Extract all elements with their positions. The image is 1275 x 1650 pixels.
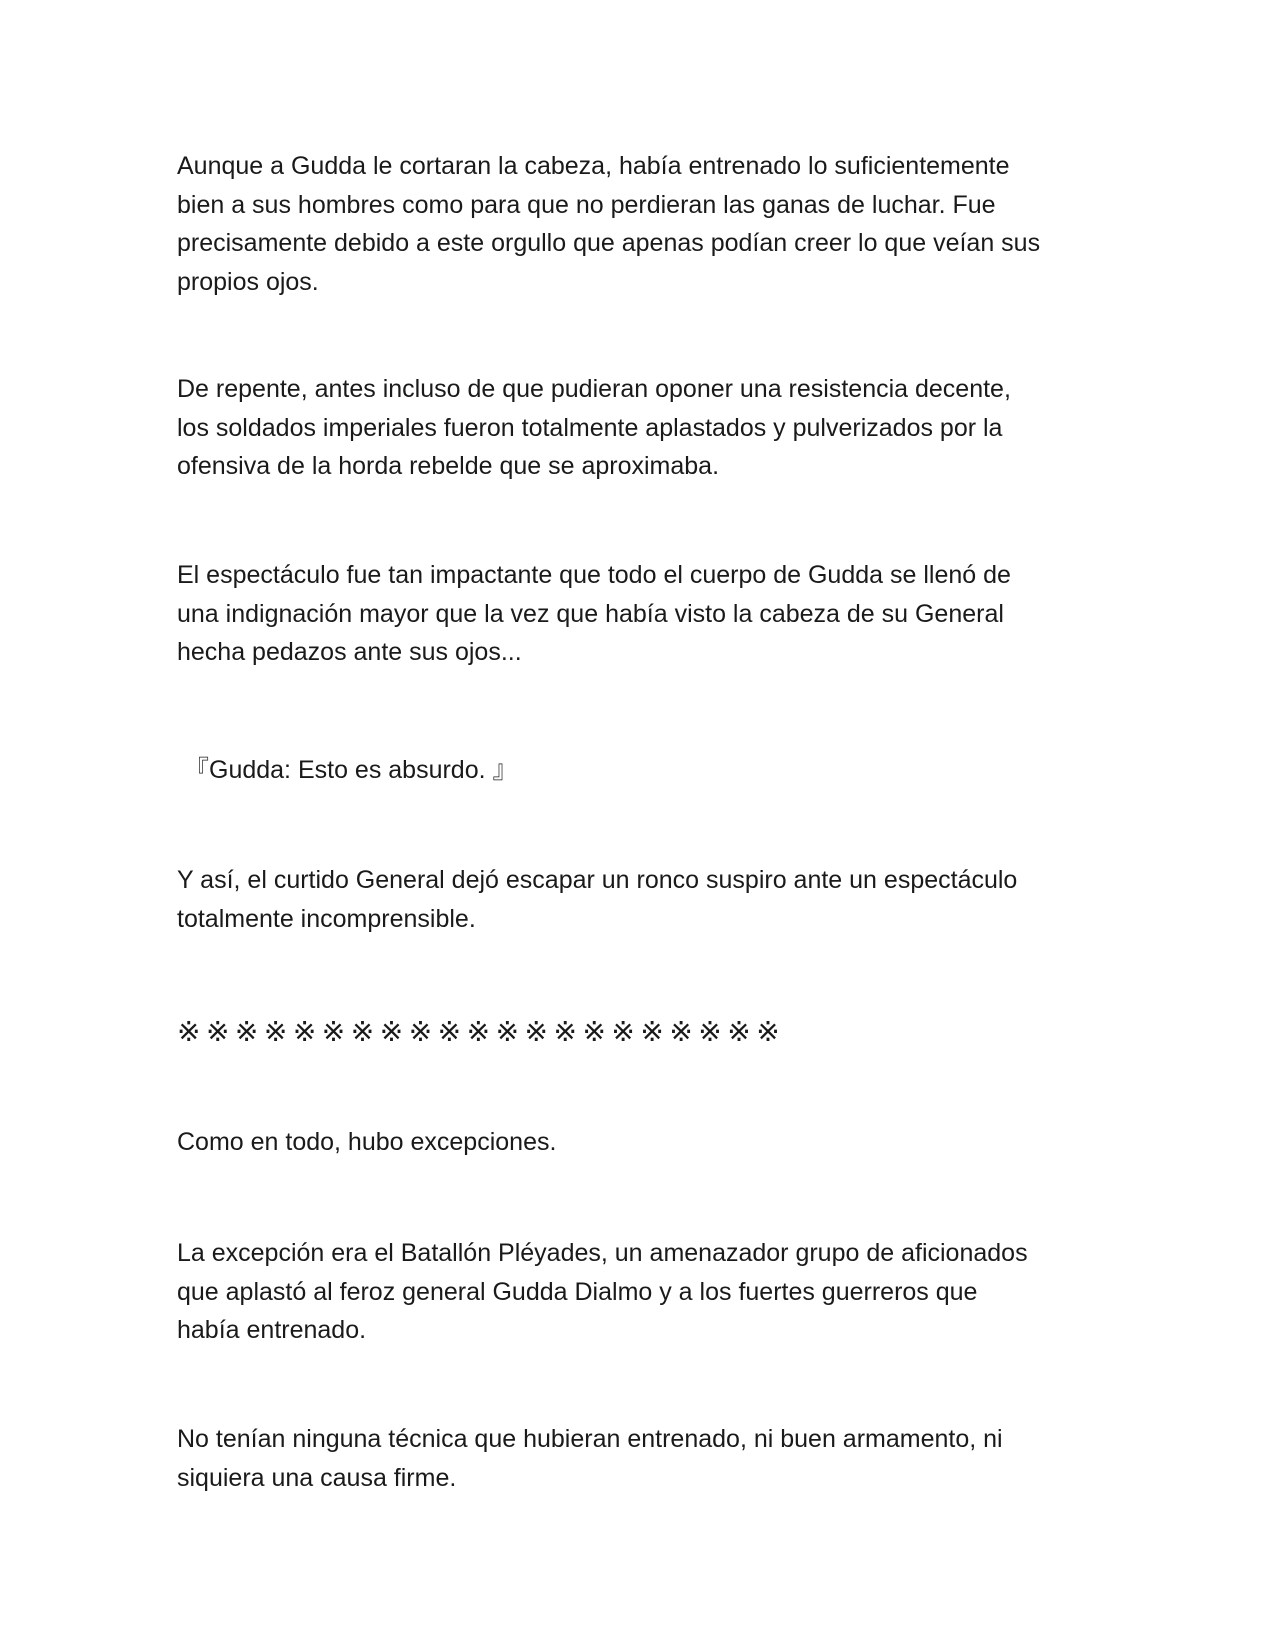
paragraph-line: No tenían ninguna técnica que hubieran entrenado, ni buen armamento, ni <box>177 1425 1003 1453</box>
paragraph-5 <box>177 1123 1107 1162</box>
paragraph-line: una indignación mayor que la vez que había visto la cabeza de su General <box>177 599 1004 628</box>
dialogue-text: 『Gudda: Esto es absurdo. 』 <box>184 756 518 784</box>
paragraph-line: siquiera una causa firme. <box>177 1463 457 1492</box>
paragraph-line: precisamente debido a este orgullo que apenas podían creer lo que veían sus <box>177 229 1041 257</box>
paragraph-2 <box>177 370 1107 486</box>
paragraph-line: totalmente incomprensible. <box>177 904 476 933</box>
paragraph-line: Como en todo, hubo excepciones. <box>177 1128 557 1156</box>
paragraph-6 <box>177 1234 1107 1350</box>
paragraph-1 <box>177 147 1107 301</box>
scene-separator: ※※※※※※※※※※※※※※※※※※※※※ <box>177 1015 786 1048</box>
paragraph-line: los soldados imperiales fueron totalmente aplastados y pulverizados por la <box>177 413 1003 442</box>
paragraph-line: Y así, el curtido General dejó escapar un ronco suspiro ante un espectáculo <box>177 866 1018 894</box>
paragraph-line: Aunque a Gudda le cortaran la cabeza, había entrenado lo suficientemente <box>177 152 1010 180</box>
paragraph-line: que aplastó al feroz general Gudda Dialmo y a los fuertes guerreros que <box>177 1277 978 1306</box>
dialogue-line <box>184 751 1114 790</box>
paragraph-line: bien a sus hombres como para que no perdieran las ganas de luchar. Fue <box>177 190 996 219</box>
paragraph-4 <box>177 861 1107 938</box>
paragraph-line: ofensiva de la horda rebelde que se aproximaba. <box>177 452 720 480</box>
paragraph-7 <box>177 1420 1107 1497</box>
paragraph-line: El espectáculo fue tan impactante que todo el cuerpo de Gudda se llenó de <box>177 561 1011 589</box>
paragraph-3 <box>177 556 1107 672</box>
paragraph-line: propios ojos. <box>177 267 319 296</box>
paragraph-line: hecha pedazos ante sus ojos... <box>177 638 522 666</box>
paragraph-line: De repente, antes incluso de que pudieran oponer una resistencia decente, <box>177 375 1011 403</box>
paragraph-line: La excepción era el Batallón Pléyades, un amenazador grupo de aficionados <box>177 1239 1028 1267</box>
paragraph-line: había entrenado. <box>177 1316 367 1344</box>
